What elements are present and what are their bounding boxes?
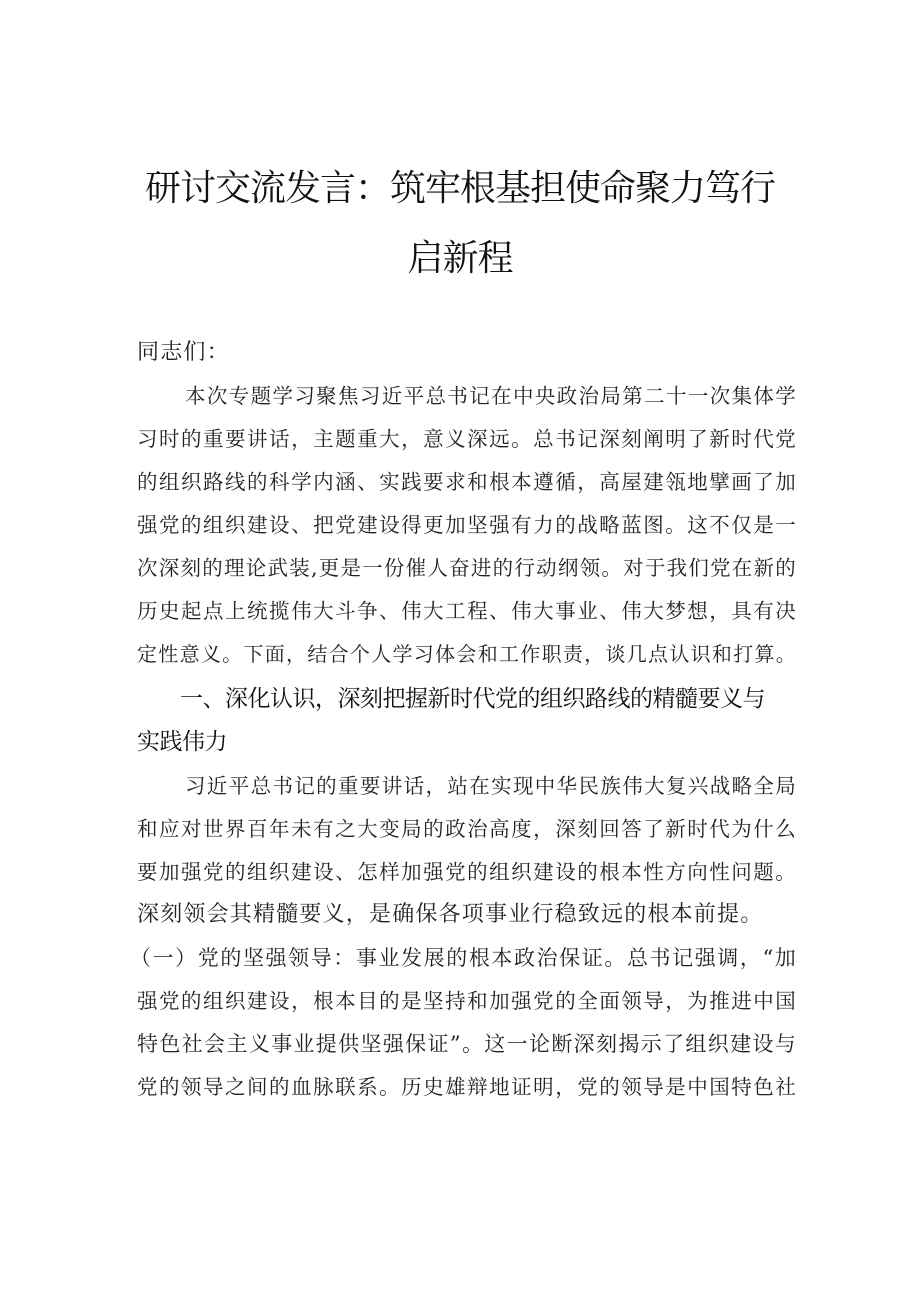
paragraph-1-line: 习时的重要讲话，主题重大，意义深远。总书记深刻阐明了新时代党 [137, 427, 797, 451]
paragraph-2-line: 要加强党的组织建设、怎样加强党的组织建设的根本性方向性问题。 [137, 860, 797, 884]
paragraph-3-line: （一）党的坚强领导：事业发展的根本政治保证。总书记强调，“加 [130, 946, 797, 970]
document-title-line-1: 研讨交流发言：筑牢根基担使命聚力笃行 [144, 168, 775, 209]
paragraph-1-line: 定性意义。下面，结合个人学习体会和工作职责，谈几点认识和打算。 [137, 642, 797, 666]
document-title-line-2: 启新程 [407, 238, 513, 279]
paragraph-1-line: 次深刻的理论武装,更是一份催人奋进的行动纲领。对于我们党在新的 [137, 556, 797, 580]
paragraph-3-line: 党的领导之间的血脉联系。历史雄辩地证明，党的领导是中国特色社 [137, 1075, 797, 1099]
salutation: 同志们： [137, 340, 230, 365]
paragraph-2-line: 深刻领会其精髓要义，是确保各项事业行稳致远的根本前提。 [137, 902, 764, 927]
paragraph-1-line: 的组织路线的科学内涵、实践要求和根本遵循，高屋建瓴地擘画了加 [137, 470, 797, 494]
paragraph-2-line: 和应对世界百年未有之大变局的政治高度，深刻回答了新时代为什么 [137, 817, 797, 841]
paragraph-3-line: 强党的组织建设，根本目的是坚持和加强党的全面领导，为推进中国 [137, 989, 797, 1013]
paragraph-3-line: 特色社会主义事业提供坚强保证”。这一论断深刻揭示了组织建设与 [137, 1032, 797, 1056]
section-1-heading-line-2: 实践伟力 [137, 729, 227, 755]
paragraph-1-line: 强党的组织建设、把党建设得更加坚强有力的战略蓝图。这不仅是一 [137, 513, 797, 537]
section-1-heading-line-1: 一、深化认识，深刻把握新时代党的组织路线的精髓要义与 [180, 686, 765, 712]
paragraph-1-line: 本次专题学习聚焦习近平总书记在中央政治局第二十一次集体学 [185, 384, 797, 408]
paragraph-1-line: 历史起点上统揽伟大斗争、伟大工程、伟大事业、伟大梦想，具有决 [137, 599, 797, 623]
paragraph-2-line: 习近平总书记的重要讲话，站在实现中华民族伟大复兴战略全局 [185, 774, 797, 798]
